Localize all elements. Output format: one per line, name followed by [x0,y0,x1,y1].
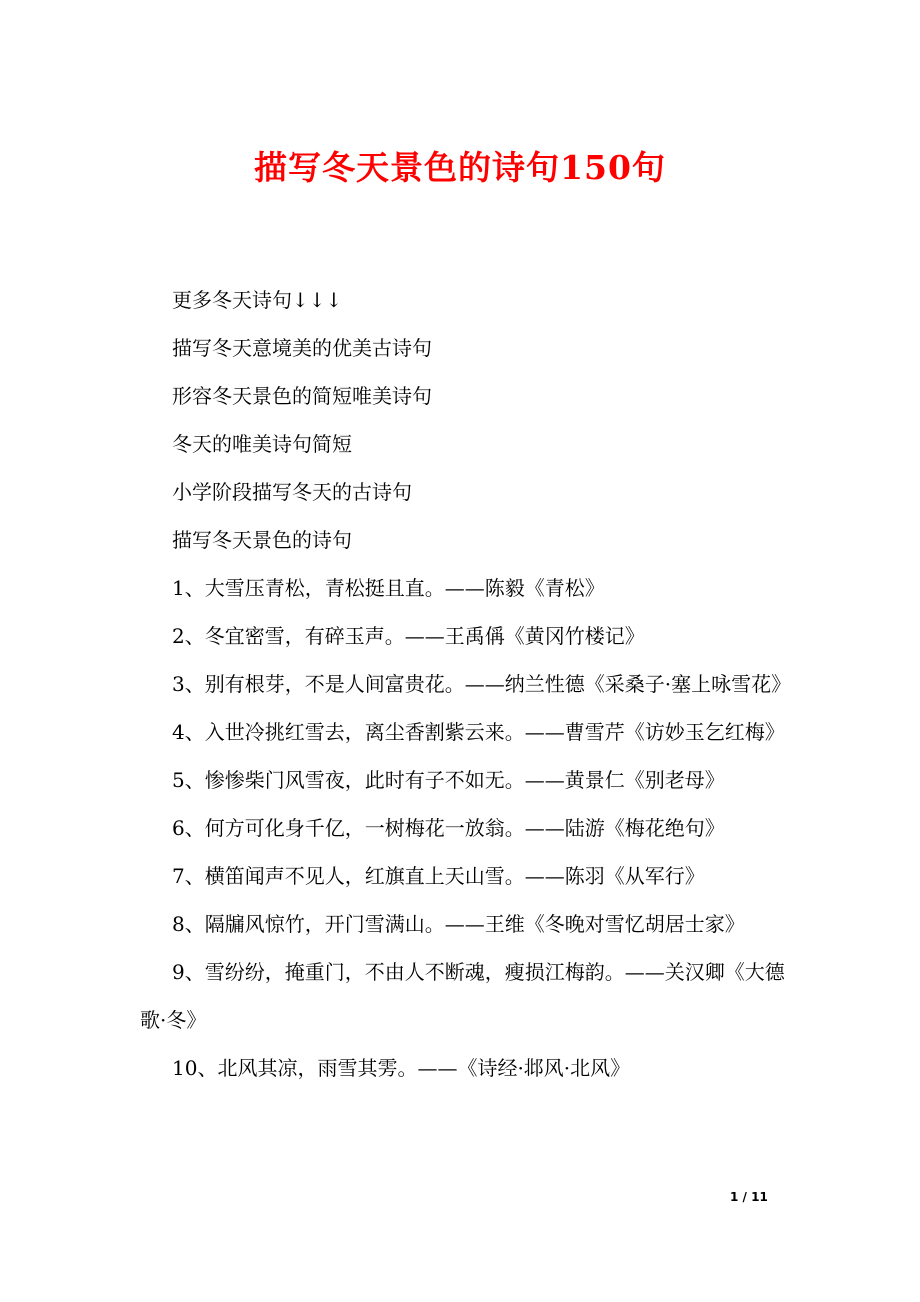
poem-line: 5、惨惨柴门风雪夜，此时有子不如无。——黄景仁《别老母》 [172,768,725,792]
paragraph: 冬天的唯美诗句简短 [172,432,352,456]
paragraph: 描写冬天意境美的优美古诗句 [172,336,432,360]
paragraph: 描写冬天景色的诗句 [172,528,352,552]
document-body [140,276,800,1092]
poem-line: 1、大雪压青松，青松挺且直。——陈毅《青松》 [172,576,605,600]
poem-line: 9、雪纷纷，掩重门，不由人不断魂，瘦损江梅韵。——关汉卿《大德歌·冬》 [140,960,785,1032]
paragraph: 形容冬天景色的简短唯美诗句 [172,384,432,408]
paragraph: 小学阶段描写冬天的古诗句 [172,480,412,504]
poem-line: 6、何方可化身千亿，一树梅花一放翁。——陆游《梅花绝句》 [172,816,725,840]
paragraph: 更多冬天诗句↓↓↓ [172,288,343,312]
page-number: 1 / 11 [730,1190,768,1204]
document-title: 描写冬天景色的诗句150句 [254,148,666,187]
poem-line: 3、别有根芽，不是人间富贵花。——纳兰性德《采桑子·塞上咏雪花》 [172,672,792,696]
poem-line: 8、隔牖风惊竹，开门雪满山。——王维《冬晚对雪忆胡居士家》 [172,912,745,936]
poem-line: 4、入世冷挑红雪去，离尘香割紫云来。——曹雪芹《访妙玉乞红梅》 [172,720,785,744]
poem-line: 10、北风其凉，雨雪其雱。——《诗经·邶风·北风》 [172,1056,631,1080]
poem-line: 2、冬宜密雪，有碎玉声。——王禹偁《黄冈竹楼记》 [172,624,645,648]
poem-line: 7、横笛闻声不见人，红旗直上天山雪。——陈羽《从军行》 [172,864,705,888]
